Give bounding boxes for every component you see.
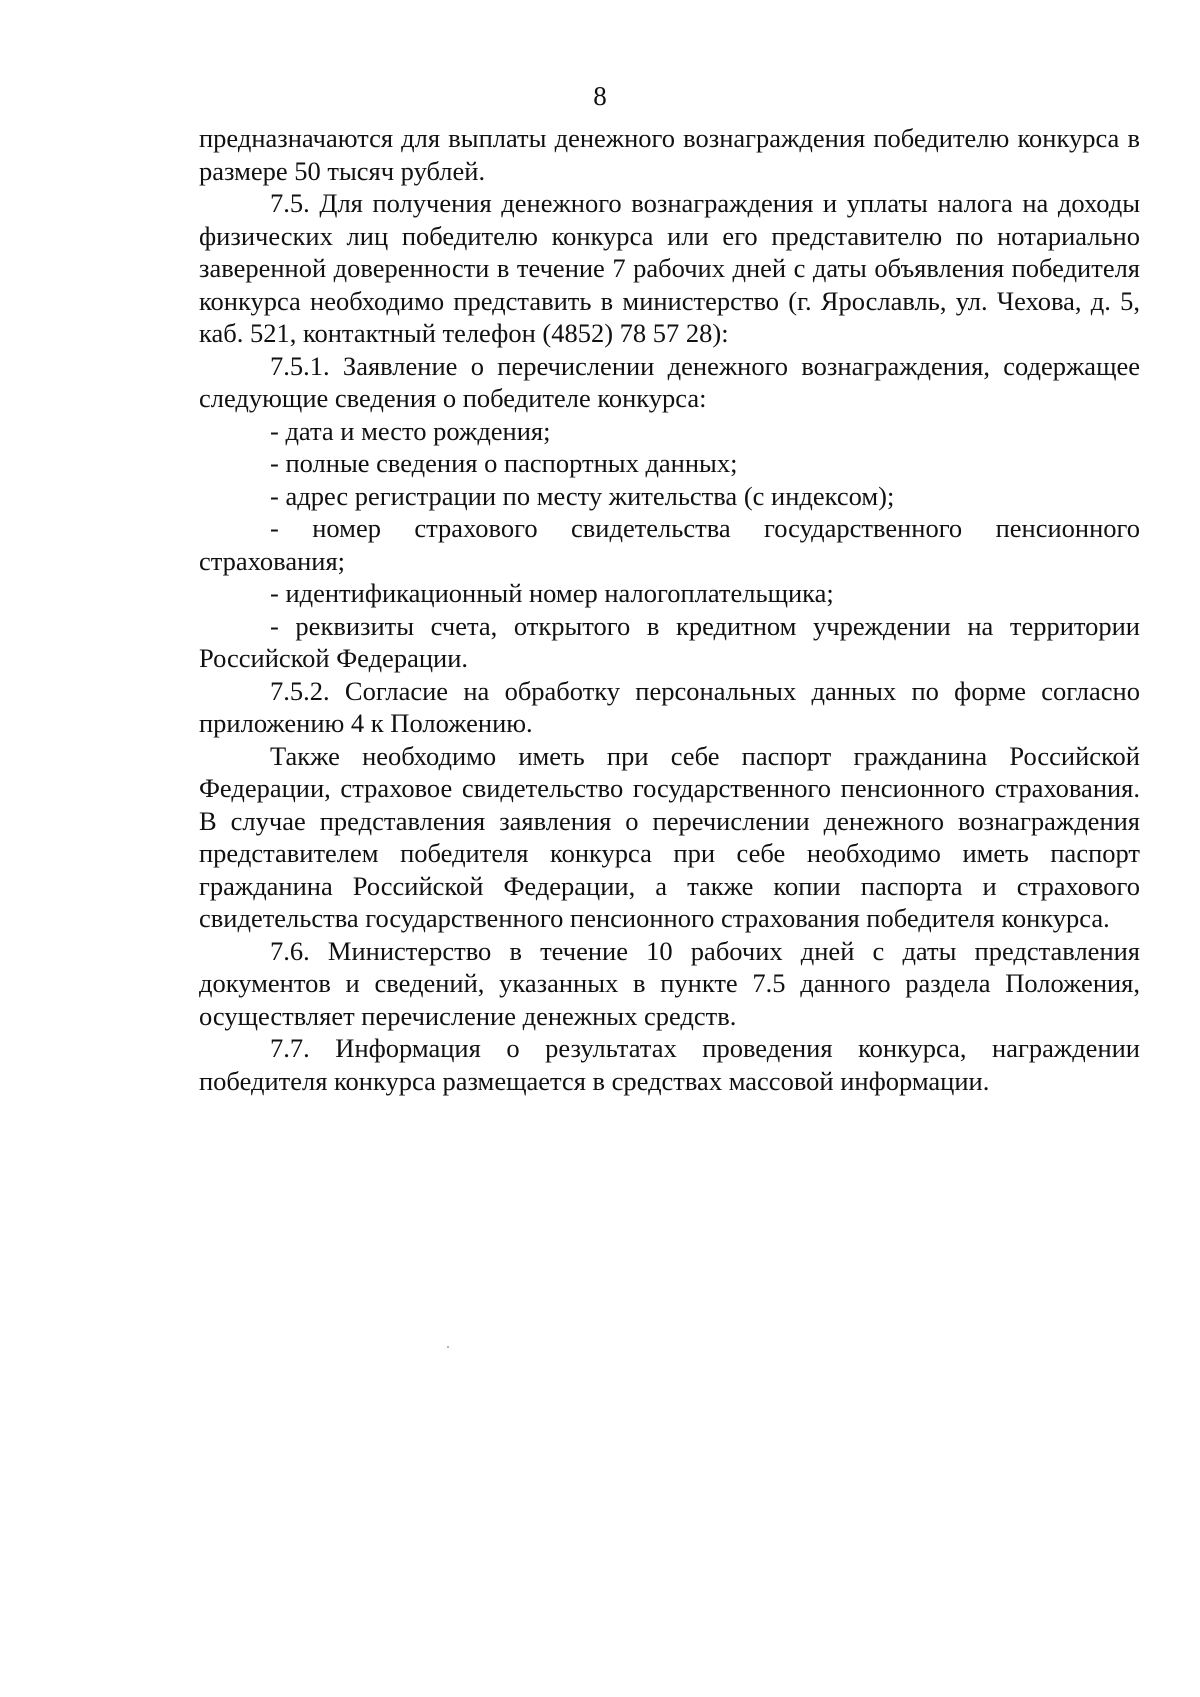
paragraph-documents-required: Также необходимо иметь при себе паспорт гражданина Российской Федерации, страховое свидетельство государственного пенсионного страхования. В случае представления заявления о перечислении денежного вознаграждения представителем победителя конкурса при себе необходимо иметь паспорт гражданина Российской Федерации, а также копии паспорта и страхового свидетельства государственного пенсионного страхования победителя конкурса. (199, 740, 1140, 933)
paragraph-continuation: предназначаются для выплаты денежного вознаграждения победителю конкурса в размере 50 тысяч рублей. (199, 123, 1140, 186)
list-item-bank-account: - реквизиты счета, открытого в кредитном учреждении на территории Российской Федерации. (199, 610, 1140, 673)
list-item-birth: - дата и место рождения; (270, 415, 551, 446)
list-item-passport: - полные сведения о паспортных данных; (270, 448, 738, 478)
page-number: 8 (593, 81, 607, 111)
list-item-taxpayer-id: - идентификационный номер налогоплательщика; (270, 578, 834, 608)
paragraph-7-5-1: 7.5.1. Заявление о перечислении денежного вознаграждения, содержащее следующие сведения о победителе конкурса: (199, 350, 1140, 413)
scan-artifact-dot (447, 1346, 449, 1348)
paragraph-7-7: 7.7. Информация о результатах проведения конкурса, награждении победителя конкурса размещается в средствах массовой информации. (199, 1033, 1140, 1096)
list-item-pension-insurance: - номер страхового свидетельства государственного пенсионного страхования; (199, 513, 1140, 576)
paragraph-7-5: 7.5. Для получения денежного вознаграждения и уплаты налога на доходы физических лиц победителю конкурса или его представителю по нотариально заверенной доверенности в течение 7 рабочих дней с даты объявления победителя конкурса необходимо представить в министерство (г. Ярославль, ул. Чехова, д. 5, каб. 521, контактный телефон (4852) 78 57 28): (199, 188, 1140, 348)
paragraph-7-6: 7.6. Министерство в течение 10 рабочих дней с даты представления документов и сведений, указанных в пункте 7.5 данного раздела Положения, осуществляет перечисление денежных средств. (199, 935, 1140, 1031)
document-body (199, 122, 1140, 1097)
list-item-address: - адрес регистрации по месту жительства (с индексом); (270, 480, 895, 511)
paragraph-7-5-2: 7.5.2. Согласие на обработку персональных данных по форме согласно приложению 4 к Положению. (199, 675, 1140, 738)
